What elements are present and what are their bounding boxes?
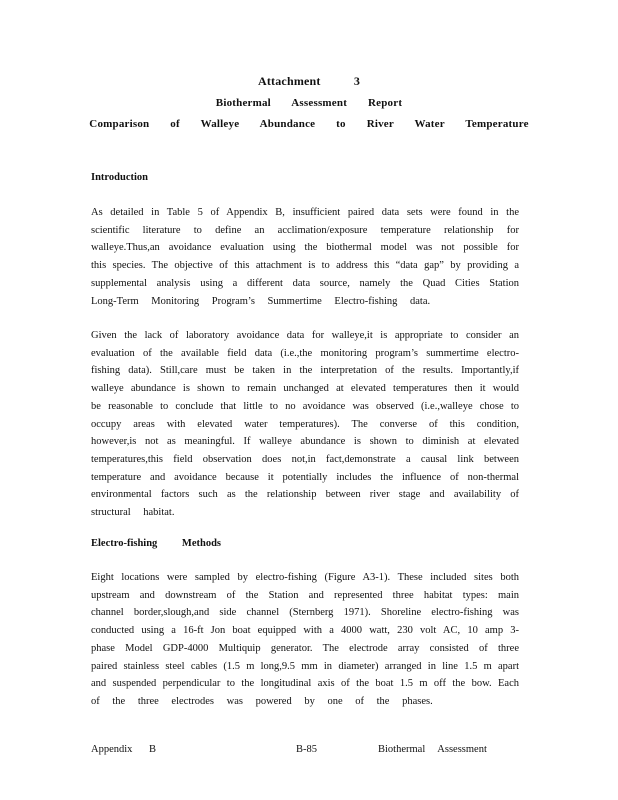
footer-page-number: B-85 <box>296 744 317 755</box>
report-title: Biothermal Assessment Report <box>215 97 403 109</box>
text-line: conducted using a 16-ft Jon boat equipped with a 4000 watt, 230 volt AC, 10 amp 3- <box>91 625 519 637</box>
text-line: and suspended perpendicular to the longitudinal axis of the boat 1.5 m off the bow. Each <box>91 678 519 690</box>
introduction-paragraph-1 <box>91 204 519 310</box>
text-line: As detailed in Table 5 of Appendix B, insufficient paired data sets were found in the <box>91 207 519 218</box>
text-line: fishing data). Still,care must be taken in the interpretation of the results. Importantly,if <box>91 365 519 377</box>
text-line: temperature and avoidance because it potentially includes the influence of non-thermal <box>91 471 519 483</box>
methods-paragraph-1 <box>91 569 519 711</box>
text-line: occupy areas with elevated water temperatures). The converse of this condition, <box>91 418 519 430</box>
text-line: Given the lack of laboratory avoidance data for walleye,it is appropriate to consider an <box>91 330 519 341</box>
text-line: be reasonable to conclude that little to no avoidance was observed (i.e.,walleye chose to <box>91 400 519 412</box>
text-line: supplemental analysis using a different data source, namely the Quad Cities Station <box>91 277 519 289</box>
footer-appendix: Appendix B <box>91 744 157 755</box>
text-line: temperatures,this field observation does not,in fact,demonstrate a causal link between <box>91 453 519 465</box>
text-line: of the three electrodes was powered by one of the phases. <box>91 695 433 707</box>
text-line: evaluation of the available field data (i.e.,the monitoring program’s summertime electro- <box>91 347 519 359</box>
introduction-paragraph-2 <box>91 327 519 522</box>
text-line: upstream and downstream of the Station and represented three habitat types: main <box>91 589 519 601</box>
attachment-heading: Attachment 3 <box>257 74 361 88</box>
text-line: walleye.Thus,an avoidance evaluation using the biothermal model was not possible for <box>91 242 519 254</box>
text-line: scientific literature to define an acclimation/exposure temperature relationship for <box>91 224 519 236</box>
footer-section-name: Biothermal Assessment <box>378 744 487 755</box>
text-line: channel border,slough,and side channel (Sternberg 1971). Shoreline electro-fishing was <box>91 607 519 619</box>
methods-heading: Electro-fishing Methods <box>91 538 222 549</box>
text-line: phase Model GDP-4000 Multiquip generator. The electrode array consisted of three <box>91 642 519 654</box>
text-line: however,is not as meaningful. If walleye abundance is shown to diminish at elevated <box>91 436 519 448</box>
text-line: structural habitat. <box>91 507 175 519</box>
text-line: walleye abundance is shown to remain unchanged at elevated temperatures then it would <box>91 383 519 395</box>
text-line: paired stainless steel cables (1.5 m long,9.5 mm in diameter) arranged in line 1.5 m apart <box>91 660 519 672</box>
text-line: environmental factors such as the relationship between river stage and availability of <box>91 489 519 501</box>
text-line: Eight locations were sampled by electro-fishing (Figure A3-1). These included sites both <box>91 572 519 583</box>
text-line: Long-Term Monitoring Program’s Summertime Electro-fishing data. <box>91 295 431 307</box>
introduction-heading: Introduction <box>91 172 148 183</box>
text-line: this species. The objective of this attachment is to address this “data gap” by providing a <box>91 260 519 272</box>
report-subtitle: Comparison of Walleye Abundance to River Water Temperature <box>89 118 529 130</box>
